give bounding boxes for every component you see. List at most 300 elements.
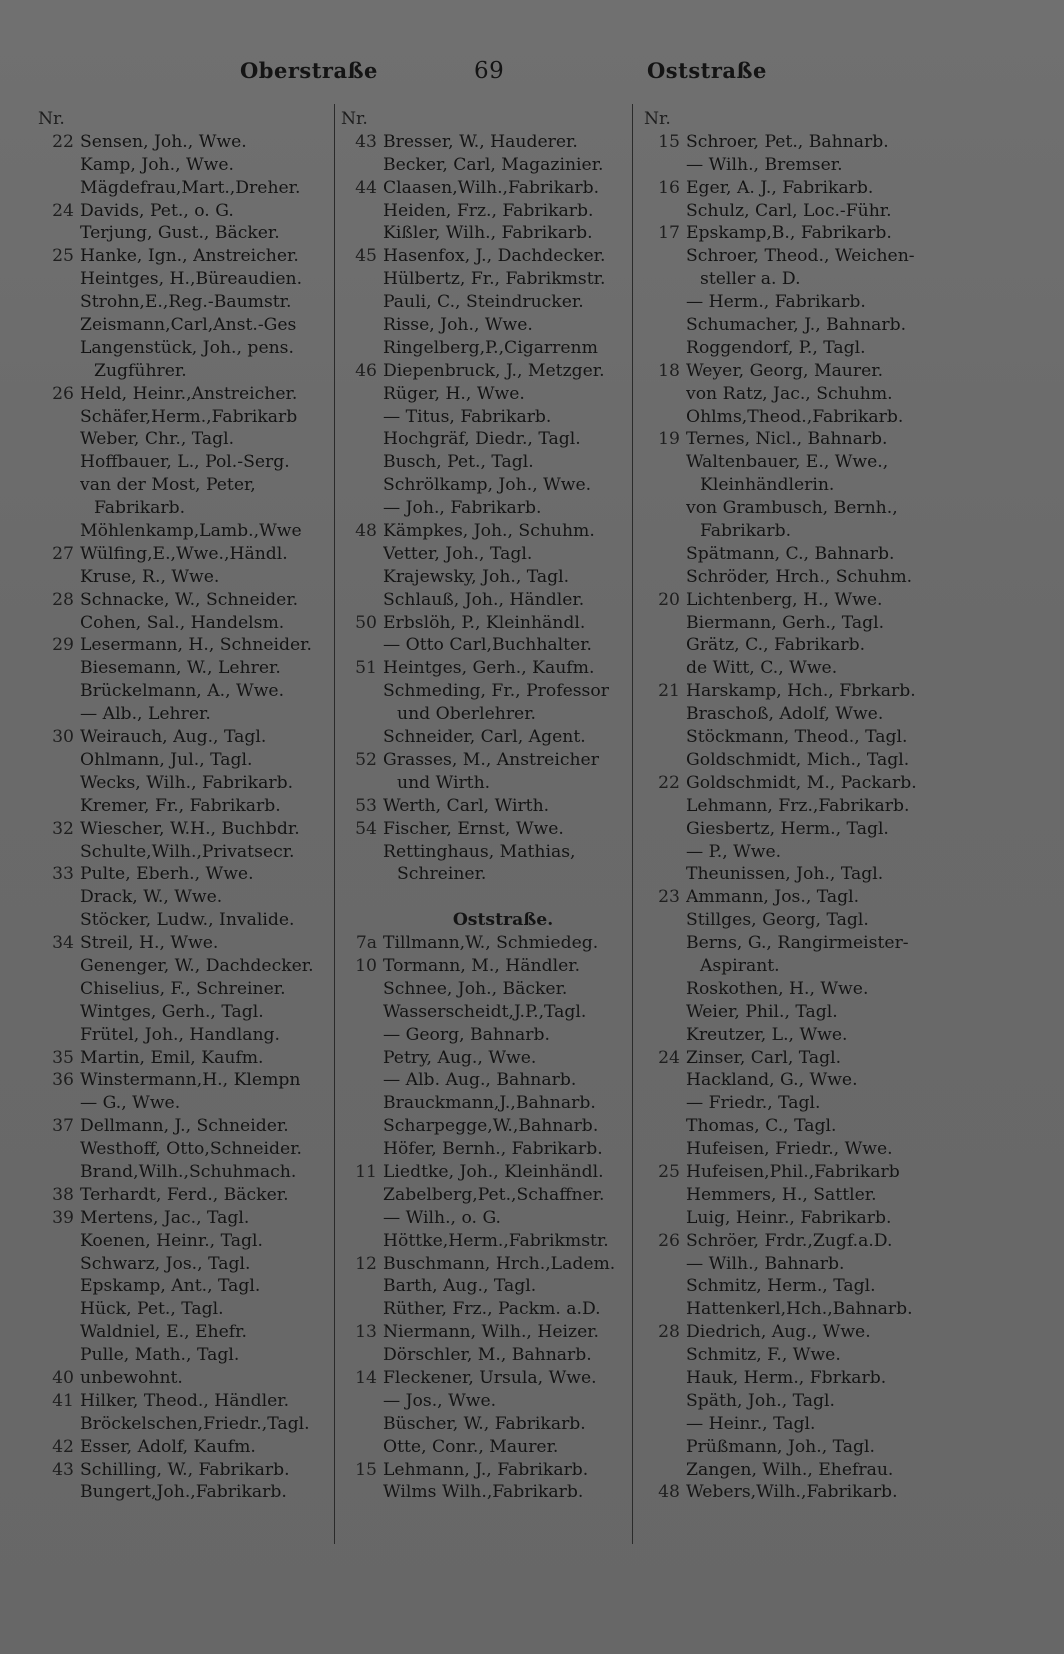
house-number: 52 <box>355 749 377 770</box>
directory-entry <box>644 566 940 589</box>
directory-entry <box>38 1390 334 1413</box>
resident-text: Diepenbruck, J., Metzger. <box>383 360 605 381</box>
resident-text: Pauli, C., Steindrucker. <box>383 292 584 313</box>
house-number: 15 <box>355 1459 377 1480</box>
directory-entry <box>38 291 334 314</box>
resident-text: Stöckmann, Theod., Tagl. <box>686 727 908 748</box>
directory-entry <box>38 795 334 818</box>
directory-entry <box>341 1161 635 1184</box>
resident-text: Schneider, Carl, Agent. <box>383 727 586 748</box>
resident-text: Mertens, Jac., Tagl. <box>80 1207 250 1228</box>
directory-entry <box>644 406 940 429</box>
house-number <box>38 1253 80 1276</box>
column-left <box>38 108 334 1504</box>
house-number: 28 <box>52 589 74 610</box>
resident-text: Dellmann, J., Schneider. <box>80 1116 289 1137</box>
resident-text: Fabrikarb. <box>94 498 186 519</box>
resident-text: Tillmann,W., Schmiedeg. <box>383 933 599 954</box>
directory-entry <box>341 177 635 200</box>
resident-text: Fleckener, Ursula, Wwe. <box>383 1367 597 1388</box>
house-number: Nr. <box>644 109 671 129</box>
house-number: 54 <box>355 818 377 839</box>
directory-entry <box>38 406 334 429</box>
directory-entry <box>38 1001 334 1024</box>
resident-text: Hufeisen, Friedr., Wwe. <box>686 1139 893 1160</box>
resident-text: Cohen, Sal., Handelsm. <box>80 612 285 633</box>
house-number <box>38 474 80 497</box>
directory-entry <box>644 1138 940 1161</box>
house-number <box>644 1001 686 1024</box>
resident-text: Schwarz, Jos., Tagl. <box>80 1253 251 1274</box>
directory-entry <box>341 1436 635 1459</box>
resident-text: Biesemann, W., Lehrer. <box>80 658 281 679</box>
directory-entry <box>644 314 940 337</box>
directory-entry <box>644 1459 940 1482</box>
resident-text: Westhoff, Otto,Schneider. <box>80 1139 302 1160</box>
house-number: 16 <box>658 177 680 198</box>
house-number <box>341 1275 383 1298</box>
directory-entry <box>38 1230 334 1253</box>
resident-text: Theunissen, Joh., Tagl. <box>686 864 884 885</box>
directory-entry <box>38 177 334 200</box>
house-number <box>341 200 383 223</box>
directory-entry <box>38 657 334 680</box>
house-number: 25 <box>658 1161 680 1182</box>
directory-entry <box>644 245 940 268</box>
house-number: 24 <box>52 200 74 221</box>
resident-text <box>383 886 635 909</box>
directory-entry <box>38 1481 334 1504</box>
directory-entry <box>341 291 635 314</box>
house-number: 17 <box>658 223 680 244</box>
directory-entry <box>38 612 334 635</box>
resident-text: Wülfing,E.,Wwe.,Händl. <box>80 543 288 564</box>
resident-text: Bungert,Joh.,Fabrikarb. <box>80 1482 287 1503</box>
directory-entry <box>644 383 940 406</box>
house-number <box>644 657 686 680</box>
house-number: 10 <box>355 955 377 976</box>
house-number: 45 <box>355 246 377 267</box>
directory-entry <box>341 1413 635 1436</box>
directory-entry <box>38 589 334 612</box>
resident-text: — P., Wwe. <box>686 841 782 862</box>
house-number <box>644 1413 686 1436</box>
resident-text: Schröer, Frdr.,Zugf.a.D. <box>686 1230 893 1251</box>
house-number <box>644 1390 686 1413</box>
house-number: 51 <box>355 658 377 679</box>
house-number: 7a <box>355 933 377 954</box>
directory-entry <box>644 1253 940 1276</box>
resident-text: Becker, Carl, Magazinier. <box>383 154 604 175</box>
house-number: 35 <box>52 1047 74 1068</box>
house-number: 26 <box>52 383 74 404</box>
directory-entry <box>644 680 940 703</box>
resident-text: Zinser, Carl, Tagl. <box>686 1047 842 1068</box>
house-number <box>341 1207 383 1230</box>
house-number: 37 <box>52 1116 74 1137</box>
directory-entry <box>644 177 940 200</box>
house-number <box>38 1275 80 1298</box>
resident-text: Werth, Carl, Wirth. <box>383 795 550 816</box>
house-number: 28 <box>658 1322 680 1343</box>
directory-entry <box>341 726 635 749</box>
resident-text: Chiselius, F., Schreiner. <box>80 978 286 999</box>
house-number <box>644 497 686 520</box>
house-number <box>341 1230 383 1253</box>
house-number <box>38 703 80 726</box>
directory-entry <box>38 474 334 497</box>
house-number <box>38 772 80 795</box>
house-number <box>644 383 686 406</box>
directory-entry <box>644 1161 940 1184</box>
resident-text: — G., Wwe. <box>80 1093 181 1114</box>
directory-entry <box>644 268 940 291</box>
column-right <box>644 108 940 1504</box>
house-number: 43 <box>52 1459 74 1480</box>
resident-text: Martin, Emil, Kaufm. <box>80 1047 264 1068</box>
directory-entry <box>341 383 635 406</box>
house-number: 48 <box>355 521 377 542</box>
directory-entry <box>341 131 635 154</box>
resident-text: Erbslöh, P., Kleinhändl. <box>383 612 586 633</box>
house-number <box>644 154 686 177</box>
resident-text: Brauckmann,J.,Bahnarb. <box>383 1093 596 1114</box>
house-number <box>644 200 686 223</box>
house-number <box>38 177 80 200</box>
house-number <box>341 337 383 360</box>
house-number <box>38 657 80 680</box>
house-number <box>38 1161 80 1184</box>
resident-text: Terjung, Gust., Bäcker. <box>80 223 280 244</box>
resident-text: Fischer, Ernst, Wwe. <box>383 818 564 839</box>
resident-text: Ohlms,Theod.,Fabrikarb. <box>686 406 904 427</box>
house-number <box>38 1344 80 1367</box>
resident-text: Niermann, Wilh., Heizer. <box>383 1322 600 1343</box>
resident-text: Kämpkes, Joh., Schuhm. <box>383 521 595 542</box>
resident-text: Hilker, Theod., Händler. <box>80 1390 290 1411</box>
house-number: 27 <box>52 543 74 564</box>
directory-entry <box>644 818 940 841</box>
resident-text: Hoffbauer, L., Pol.-Serg. <box>80 452 290 473</box>
directory-entry <box>341 154 635 177</box>
house-number: 14 <box>355 1367 377 1388</box>
house-number: 30 <box>52 727 74 748</box>
directory-entry <box>341 451 635 474</box>
directory-entry <box>38 1115 334 1138</box>
directory-entry <box>644 1275 940 1298</box>
house-number: 19 <box>658 429 680 450</box>
resident-text: von Ratz, Jac., Schuhm. <box>686 383 893 404</box>
house-number: 25 <box>52 246 74 267</box>
directory-entry <box>644 1344 940 1367</box>
resident-text: — Titus, Fabrikarb. <box>383 406 552 427</box>
house-number <box>341 978 383 1001</box>
house-number <box>341 383 383 406</box>
resident-text: Schmeding, Fr., Professor <box>383 681 609 702</box>
house-number <box>341 841 383 864</box>
directory-entry <box>644 520 940 543</box>
directory-entry <box>644 451 940 474</box>
house-number <box>38 291 80 314</box>
house-number <box>341 1413 383 1436</box>
directory-entry <box>38 932 334 955</box>
directory-entry <box>341 863 635 886</box>
page-number: 69 <box>474 58 505 84</box>
house-number <box>38 268 80 291</box>
resident-text: Busch, Pet., Tagl. <box>383 452 534 473</box>
directory-entry <box>644 1367 940 1390</box>
resident-text: Prüßmann, Joh., Tagl. <box>686 1436 875 1457</box>
directory-entry <box>341 818 635 841</box>
directory-entry <box>644 222 940 245</box>
resident-text: und Oberlehrer. <box>397 704 537 725</box>
resident-text: Terhardt, Ferd., Bäcker. <box>80 1184 289 1205</box>
resident-text: Schnacke, W., Schneider. <box>80 589 299 610</box>
directory-entry <box>38 978 334 1001</box>
house-number <box>38 749 80 772</box>
resident-text: Krajewsky, Joh., Tagl. <box>383 566 570 587</box>
house-number <box>341 314 383 337</box>
directory-entry <box>644 1481 940 1504</box>
directory-entry <box>38 337 334 360</box>
resident-text: Schnee, Joh., Bäcker. <box>383 978 568 999</box>
directory-entry <box>341 703 635 726</box>
house-number <box>341 268 383 291</box>
house-number: 43 <box>355 131 377 152</box>
directory-entry <box>38 222 334 245</box>
directory-entry <box>38 703 334 726</box>
directory-entry <box>644 108 940 131</box>
resident-text: Büscher, W., Fabrikarb. <box>383 1413 586 1434</box>
resident-text: Möhlenkamp,Lamb.,Wwe <box>80 521 302 542</box>
house-number <box>341 566 383 589</box>
resident-text: Braschoß, Adolf, Wwe. <box>686 704 884 725</box>
resident-text: Waltenbauer, E., Wwe., <box>686 452 889 473</box>
house-number <box>38 360 80 383</box>
directory-entry <box>38 314 334 337</box>
resident-text: Schroer, Pet., Bahnarb. <box>686 131 889 152</box>
directory-entry <box>341 680 635 703</box>
house-number: 11 <box>355 1161 377 1182</box>
directory-entry <box>38 108 334 131</box>
resident-text: Höfer, Bernh., Fabrikarb. <box>383 1139 603 1160</box>
directory-entry <box>38 886 334 909</box>
house-number <box>644 1367 686 1390</box>
house-number: 20 <box>658 589 680 610</box>
resident-text: — Wilh., Bremser. <box>686 154 843 175</box>
house-number <box>38 1092 80 1115</box>
resident-text: Schmitz, F., Wwe. <box>686 1345 841 1366</box>
house-number: 18 <box>658 360 680 381</box>
house-number <box>341 1047 383 1070</box>
directory-entry <box>38 772 334 795</box>
resident-text: Langenstück, Joh., pens. <box>80 337 294 358</box>
directory-entry <box>38 497 334 520</box>
house-number <box>38 1481 80 1504</box>
resident-text: Lehmann, J., Fabrikarb. <box>383 1459 589 1480</box>
resident-text: — Wilh., Bahnarb. <box>686 1253 845 1274</box>
directory-entry <box>38 360 334 383</box>
resident-text: Epskamp, Ant., Tagl. <box>80 1276 261 1297</box>
house-number <box>644 1275 686 1298</box>
resident-text: Kreutzer, L., Wwe. <box>686 1024 848 1045</box>
house-number <box>644 634 686 657</box>
resident-text: Petry, Aug., Wwe. <box>383 1047 537 1068</box>
directory-entry <box>341 1344 635 1367</box>
house-number <box>341 1184 383 1207</box>
directory-entry <box>644 795 940 818</box>
resident-text: — Herm., Fabrikarb. <box>686 292 866 313</box>
house-number <box>644 1459 686 1482</box>
header-left-street: Oberstraße <box>240 58 378 83</box>
resident-text: Hasenfox, J., Dachdecker. <box>383 246 606 267</box>
directory-entry <box>644 749 940 772</box>
directory-entry <box>38 131 334 154</box>
resident-text <box>383 108 635 131</box>
directory-entry <box>644 131 940 154</box>
directory-entry <box>38 1367 334 1390</box>
house-number <box>38 154 80 177</box>
directory-entry <box>38 1344 334 1367</box>
resident-text: steller a. D. <box>700 269 801 290</box>
house-number <box>38 1230 80 1253</box>
directory-entry <box>644 1184 940 1207</box>
directory-entry <box>341 108 635 131</box>
resident-text: Schroer, Theod., Weichen- <box>686 246 915 267</box>
house-number <box>644 474 686 497</box>
directory-entry <box>644 543 940 566</box>
directory-entry <box>644 154 940 177</box>
house-number: Nr. <box>38 109 65 129</box>
directory-entry <box>644 1413 940 1436</box>
house-number: 44 <box>355 177 377 198</box>
house-number <box>38 566 80 589</box>
directory-entry <box>38 634 334 657</box>
directory-entry <box>38 1047 334 1070</box>
house-number <box>644 337 686 360</box>
resident-text: Hackland, G., Wwe. <box>686 1070 858 1091</box>
resident-text: Zangen, Wilh., Ehefrau. <box>686 1459 894 1480</box>
house-number: 23 <box>658 887 680 908</box>
resident-text: Hauk, Herm., Fbrkarb. <box>686 1367 887 1388</box>
resident-text: — Jos., Wwe. <box>383 1390 497 1411</box>
resident-text: Diedrich, Aug., Wwe. <box>686 1322 871 1343</box>
house-number: 36 <box>52 1070 74 1091</box>
house-number <box>341 886 383 909</box>
directory-entry <box>341 245 635 268</box>
resident-text: Lehmann, Frz.,Fabrikarb. <box>686 795 910 816</box>
house-number: 46 <box>355 360 377 381</box>
directory-entry <box>644 1298 940 1321</box>
directory-entry <box>644 657 940 680</box>
house-number <box>38 337 80 360</box>
resident-text: Heiden, Frz., Fabrikarb. <box>383 200 594 221</box>
directory-entry <box>341 497 635 520</box>
house-number <box>38 612 80 635</box>
house-number <box>341 772 383 795</box>
resident-text: Tormann, M., Händler. <box>383 955 581 976</box>
directory-entry <box>341 314 635 337</box>
house-number: 38 <box>52 1184 74 1205</box>
directory-entry <box>341 1001 635 1024</box>
directory-entry <box>644 474 940 497</box>
house-number <box>644 520 686 543</box>
house-number <box>644 1436 686 1459</box>
directory-entry <box>341 932 635 955</box>
directory-entry <box>644 1230 940 1253</box>
directory-entry <box>644 1024 940 1047</box>
directory-entry <box>38 1024 334 1047</box>
directory-entry <box>644 337 940 360</box>
house-number <box>644 566 686 589</box>
house-number: 13 <box>355 1322 377 1343</box>
house-number <box>341 1069 383 1092</box>
house-number <box>38 497 80 520</box>
house-number <box>341 406 383 429</box>
resident-text: Koenen, Heinr., Tagl. <box>80 1230 263 1251</box>
house-number: 22 <box>658 772 680 793</box>
directory-entry <box>644 200 940 223</box>
directory-entry <box>341 474 635 497</box>
resident-text: von Grambusch, Bernh., <box>686 498 898 519</box>
directory-entry <box>341 1184 635 1207</box>
resident-text: Waldniel, E., Ehefr. <box>80 1322 247 1343</box>
directory-entry <box>644 1207 940 1230</box>
directory-entry <box>341 657 635 680</box>
house-number: Nr. <box>341 109 368 129</box>
resident-text: Luig, Heinr., Fabrikarb. <box>686 1207 892 1228</box>
directory-entry <box>341 1459 635 1482</box>
directory-entry <box>38 726 334 749</box>
house-number: 50 <box>355 612 377 633</box>
house-number <box>644 1024 686 1047</box>
house-number <box>38 1024 80 1047</box>
directory-entry <box>341 1047 635 1070</box>
resident-text: Epskamp,B., Fabrikarb. <box>686 223 892 244</box>
resident-text: Schumacher, J., Bahnarb. <box>686 315 907 336</box>
directory-entry <box>38 1138 334 1161</box>
resident-text: Schröder, Hrch., Schuhm. <box>686 566 913 587</box>
house-number <box>38 886 80 909</box>
house-number <box>38 428 80 451</box>
resident-text: Davids, Pet., o. G. <box>80 200 234 221</box>
house-number: 42 <box>52 1436 74 1457</box>
house-number <box>644 1184 686 1207</box>
resident-text <box>686 108 940 131</box>
directory-entry <box>38 1069 334 1092</box>
directory-entry <box>644 1115 940 1138</box>
directory-entry <box>644 841 940 864</box>
house-number: 48 <box>658 1482 680 1503</box>
house-number <box>38 955 80 978</box>
house-number: 53 <box>355 795 377 816</box>
directory-entry <box>341 337 635 360</box>
resident-text: Biermann, Gerh., Tagl. <box>686 612 885 633</box>
house-number <box>341 222 383 245</box>
directory-entry <box>341 1253 635 1276</box>
house-number <box>341 154 383 177</box>
resident-text: Roggendorf, P., Tagl. <box>686 337 866 358</box>
directory-entry <box>38 1436 334 1459</box>
directory-entry <box>341 978 635 1001</box>
directory-entry <box>644 863 940 886</box>
resident-text: — Heinr., Tagl. <box>686 1413 816 1434</box>
resident-text: Goldschmidt, Mich., Tagl. <box>686 749 910 770</box>
house-number <box>341 451 383 474</box>
resident-text: — Alb. Aug., Bahnarb. <box>383 1070 577 1091</box>
directory-entry <box>38 1184 334 1207</box>
resident-text: Brand,Wilh.,Schuhmach. <box>80 1161 297 1182</box>
